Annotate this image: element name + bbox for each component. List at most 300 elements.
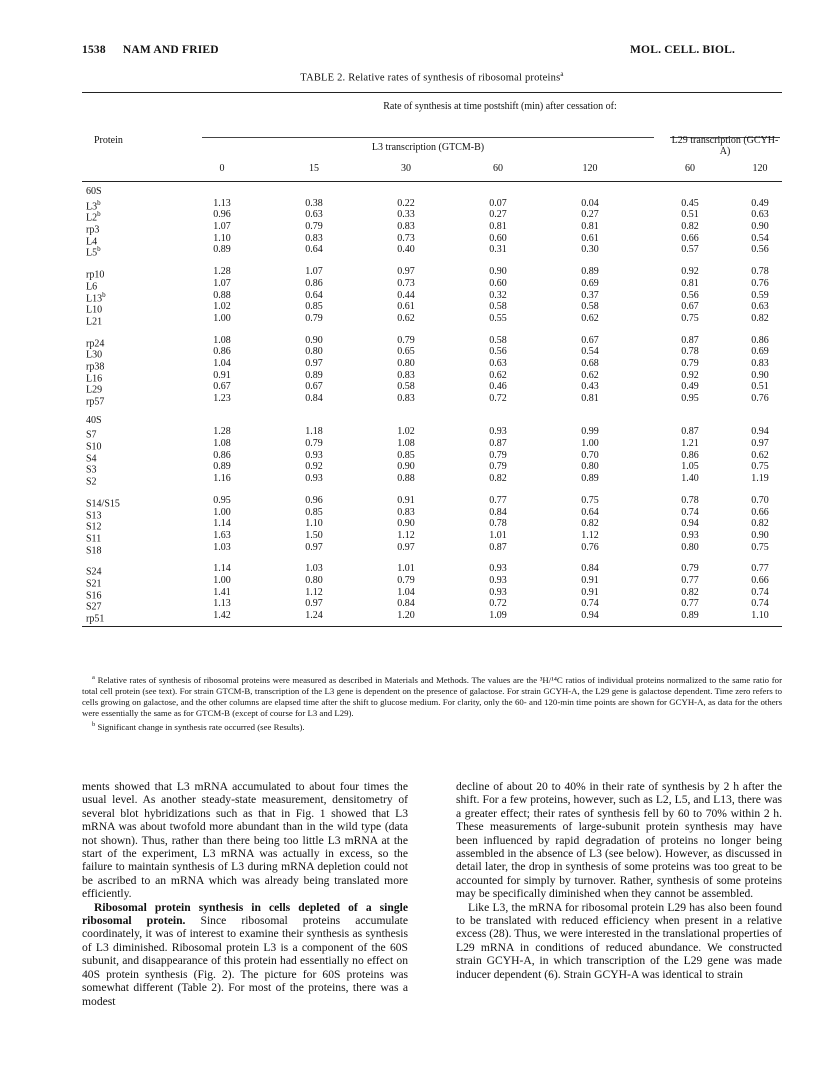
table-cell: 0.62: [397, 312, 415, 324]
spanner-rule-a: [202, 137, 654, 138]
table-cell: 0.77: [751, 563, 769, 575]
table-cell: 0.85: [397, 449, 415, 461]
protein-name-text: S3: [86, 464, 97, 476]
table-cell: 0.76: [751, 277, 769, 289]
footnote-marker: b: [102, 290, 106, 299]
table-cell: 0.27: [581, 209, 599, 221]
table-cell: 0.90: [751, 529, 769, 541]
table-cell: 0.57: [681, 244, 699, 256]
table-cell: 0.58: [489, 334, 507, 346]
table-cell: 0.89: [581, 473, 599, 485]
table-cell: 0.58: [397, 381, 415, 393]
table-cell: 0.67: [305, 381, 323, 393]
table-cell: 1.16: [213, 473, 231, 485]
table-cell: 1.00: [213, 312, 231, 324]
table-cell: 0.87: [489, 438, 507, 450]
protein-name-text: S4: [86, 453, 97, 465]
table-cell: 1.13: [213, 197, 231, 209]
table-cell: 0.38: [305, 197, 323, 209]
col-header: 120: [752, 163, 768, 174]
table-cell: 0.87: [681, 426, 699, 438]
col-header: 0: [219, 163, 225, 174]
table-cell: 0.56: [681, 289, 699, 301]
table-cell: 1.23: [213, 393, 231, 404]
table-cell: 1.01: [489, 529, 507, 541]
protein-name-text: rp24: [86, 337, 105, 349]
table-cell: 0.81: [681, 277, 699, 289]
protein-name: [86, 473, 97, 488]
table-cell: 0.86: [751, 334, 769, 346]
protein-name-text: S14/S15: [86, 498, 120, 510]
table-cell: 0.92: [681, 369, 699, 381]
table-cell: 0.72: [489, 393, 507, 404]
table-cell: 0.97: [305, 598, 323, 610]
table-cell: 0.68: [581, 357, 599, 369]
table-cell: 0.87: [489, 541, 507, 553]
table-cell: 0.79: [397, 334, 415, 346]
table-cell: 0.54: [751, 232, 769, 244]
table-cell: 0.82: [681, 221, 699, 233]
table-row: [82, 574, 782, 590]
protein-name-text: L5: [86, 247, 98, 259]
table-row: [82, 209, 782, 224]
table-cell: 0.80: [581, 461, 599, 473]
col-header: 15: [309, 163, 319, 174]
table-row: [82, 197, 782, 213]
table-cell: 0.79: [305, 312, 323, 324]
table-cell: 0.73: [397, 277, 415, 289]
table-cell: 0.85: [305, 506, 323, 518]
table-cell: 0.32: [489, 289, 507, 301]
table-cell: 0.70: [751, 494, 769, 506]
table-cell: 0.90: [397, 518, 415, 530]
protein-column-header: Protein: [94, 135, 123, 146]
table-cell: 0.63: [305, 209, 323, 221]
table-cell: 1.10: [751, 610, 769, 621]
table-cell: 1.09: [489, 610, 507, 621]
table-row: [82, 357, 782, 373]
table-cell: 0.07: [489, 197, 507, 209]
table-cell: 1.14: [213, 563, 231, 575]
table-cell: 0.74: [581, 598, 599, 610]
table-row: [82, 461, 782, 476]
table-cell: 0.27: [489, 209, 507, 221]
table-cell: 1.10: [305, 518, 323, 530]
table-cell: 0.79: [397, 574, 415, 586]
table-cell: 0.40: [397, 244, 415, 256]
col-header: 30: [401, 163, 411, 174]
table-cell: 0.83: [305, 232, 323, 244]
table-cell: 0.43: [581, 381, 599, 393]
table-cell: 1.01: [397, 563, 415, 575]
table-cell: 0.59: [751, 289, 769, 301]
table-cell: 0.84: [489, 506, 507, 518]
section-label: 60S: [86, 186, 102, 197]
table-cell: 0.79: [681, 357, 699, 369]
footnote-a-marker: a: [92, 674, 95, 681]
table-cell: 1.03: [305, 563, 323, 575]
table-cell: 0.63: [751, 209, 769, 221]
protein-name-text: L16: [86, 372, 103, 384]
body-column-left: [82, 780, 408, 1008]
table-cell: 0.91: [213, 369, 231, 381]
protein-name-text: S7: [86, 429, 97, 441]
table-row: [82, 277, 782, 293]
table-cell: 0.86: [213, 449, 231, 461]
page-number: 1538: [82, 44, 106, 56]
table-cell: 0.61: [397, 301, 415, 313]
table-cell: 0.78: [751, 266, 769, 278]
protein-name-text: L10: [86, 304, 103, 316]
protein-name-text: L3: [86, 201, 98, 213]
table-cell: 0.83: [751, 357, 769, 369]
protein-name-text: L4: [86, 236, 98, 248]
table-cell: 0.75: [581, 494, 599, 506]
protein-name-text: S21: [86, 578, 102, 590]
table-cell: 0.82: [751, 518, 769, 530]
table-cell: 0.74: [681, 506, 699, 518]
table-cell: 1.12: [305, 586, 323, 598]
table-cell: 0.66: [681, 232, 699, 244]
table-cell: 0.89: [305, 369, 323, 381]
table-row: [82, 494, 782, 510]
table-cell: 0.79: [681, 563, 699, 575]
protein-name-text: rp3: [86, 224, 100, 236]
table-row: [82, 393, 782, 408]
table-cell: 0.95: [681, 393, 699, 404]
table-cell: 1.12: [581, 529, 599, 541]
table-cell: 0.79: [489, 461, 507, 473]
paragraph: ments showed that L3 mRNA accumulated to about four times the usual level. As another steady-state measurement, densitometry of several blot hybridizations such as that in Fig. 1 showed that L3 mRNA was about twofold more abundant than in the wild type (data not shown). Thus, rather than there being too little L3 mRNA at the start of the experiment, L3 mRNA was actually in excess, so the failure to maintain synthesis of L3 during mRNA depletion could not be ascribed to an mRNA which was already being translated more efficiently.: [82, 780, 408, 901]
table-cell: 0.44: [397, 289, 415, 301]
protein-name-text: L13: [86, 292, 103, 304]
authors: NAM AND FRIED: [122, 44, 219, 56]
table-cell: 0.78: [489, 518, 507, 530]
protein-name-text: rp10: [86, 269, 105, 281]
table-cell: 1.14: [213, 518, 231, 530]
footnote-b: [82, 719, 782, 733]
table-cell: 0.78: [681, 346, 699, 358]
table-cell: 0.90: [751, 221, 769, 233]
table-cell: 0.67: [213, 381, 231, 393]
table-cell: 0.67: [581, 334, 599, 346]
group-header-l3: L3 transcription (GTCM-B): [371, 142, 485, 153]
footnote-marker: b: [97, 245, 101, 254]
table-row: [82, 381, 782, 396]
table-cell: 0.75: [681, 312, 699, 324]
table-cell: 0.88: [397, 473, 415, 485]
table-cell: 0.55: [489, 312, 507, 324]
group-header-l29: L29 transcription (GCYH-A): [671, 135, 779, 157]
table-cell: 0.60: [489, 232, 507, 244]
table-cell: 0.84: [581, 563, 599, 575]
table-cell: 0.94: [581, 610, 599, 621]
table-cell: 0.82: [489, 473, 507, 485]
table-cell: 1.20: [397, 610, 415, 621]
table-cell: 0.91: [581, 574, 599, 586]
table-row: [82, 301, 782, 316]
table-cell: 0.66: [751, 506, 769, 518]
table-cell: 1.05: [681, 461, 699, 473]
table-cell: 1.41: [213, 586, 231, 598]
protein-name-text: S12: [86, 521, 102, 533]
col-header: 60: [685, 163, 695, 174]
table-cell: 0.49: [681, 381, 699, 393]
table-cell: 0.85: [305, 301, 323, 313]
table-cell: 0.63: [751, 301, 769, 313]
paragraph: Like L3, the mRNA for ribosomal protein L29 has also been found to be translated with reduced efficiency when present in a relative excess (28). Thus, we were interested in the translational properties of L29 mRNA in conditions of reduced abundance. We constructed strain GCYH-A, in which transcription of the L29 gene was made inducer dependent (6). Strain GCYH-A was identical to strain: [456, 900, 782, 981]
section-label-row: [82, 186, 782, 198]
rate-spanner-header: Rate of synthesis at time postshift (min) after cessation of:: [383, 101, 617, 112]
table-cell: 1.42: [213, 610, 231, 621]
table-cell: 0.97: [397, 266, 415, 278]
table-cell: 0.89: [681, 610, 699, 621]
protein-name-text: S10: [86, 441, 102, 453]
section-label: 40S: [86, 414, 102, 426]
table-cell: 1.00: [213, 574, 231, 586]
table-cell: 1.00: [213, 506, 231, 518]
table-cell: 0.93: [489, 563, 507, 575]
col-header: 120: [582, 163, 598, 174]
running-header-left: [82, 44, 233, 56]
footnote-marker: b: [97, 198, 101, 207]
protein-name: [86, 610, 104, 625]
table-caption-text: TABLE 2. Relative rates of synthesis of ribosomal proteins: [300, 72, 561, 84]
footnote-b-marker: b: [92, 720, 96, 728]
table-cell: 0.81: [581, 393, 599, 404]
table-cell: 0.82: [581, 518, 599, 530]
table-cell: 1.07: [305, 266, 323, 278]
table-cell: 0.86: [681, 449, 699, 461]
table-cell: 0.75: [751, 461, 769, 473]
table-cell: 1.19: [751, 473, 769, 485]
table-row: [82, 335, 782, 347]
paragraph: [82, 901, 408, 1008]
table-cell: 1.18: [305, 426, 323, 438]
table-cell: 1.00: [581, 438, 599, 450]
table-cell: 0.49: [751, 197, 769, 209]
table-cell: 0.81: [581, 221, 599, 233]
table-cell: 0.81: [489, 221, 507, 233]
table-row: [82, 542, 782, 554]
protein-name: [86, 542, 102, 557]
table-cell: 0.74: [751, 598, 769, 610]
table-cell: 0.45: [681, 197, 699, 209]
table-cell: 0.63: [489, 357, 507, 369]
table-cell: 1.10: [213, 232, 231, 244]
table-row: [82, 563, 782, 578]
table-cell: 1.08: [397, 438, 415, 450]
table-cell: 1.03: [213, 541, 231, 553]
table-cell: 1.08: [213, 438, 231, 450]
table-cell: 0.93: [489, 426, 507, 438]
protein-name-text: rp51: [86, 613, 105, 625]
table-cell: 0.62: [581, 369, 599, 381]
table-cell: 0.64: [305, 289, 323, 301]
table-row: [82, 266, 782, 281]
table-cell: 0.97: [305, 541, 323, 553]
table-cell: 0.93: [305, 473, 323, 485]
table-cell: 1.50: [305, 529, 323, 541]
table-cell: 0.86: [213, 346, 231, 358]
table-row: [82, 473, 782, 488]
protein-name-text: L2: [86, 212, 98, 224]
section-heading: Ribosomal protein synthesis in cells depleted of a single ribosomal protein.: [82, 900, 408, 928]
table-cell: 0.78: [681, 494, 699, 506]
protein-name-text: S11: [86, 533, 102, 545]
table-row: [82, 587, 782, 599]
table-row: [82, 426, 782, 441]
table-cell: 0.69: [581, 277, 599, 289]
table-cell: 0.94: [751, 426, 769, 438]
table-cell: 0.80: [681, 541, 699, 553]
table-cell: 0.75: [751, 541, 769, 553]
table-cell: 1.13: [213, 598, 231, 610]
protein-name: [86, 313, 102, 328]
table-cell: 0.04: [581, 197, 599, 209]
table-cell: 0.90: [397, 461, 415, 473]
table-cell: 0.83: [397, 506, 415, 518]
table-cell: 0.79: [305, 438, 323, 450]
footnote-a: [82, 672, 782, 719]
table-cell: 1.07: [213, 277, 231, 289]
table-row: [82, 244, 782, 259]
body-column-right: [456, 780, 782, 981]
table-cell: 0.80: [397, 357, 415, 369]
table-cell: 0.77: [489, 494, 507, 506]
table-row: [82, 232, 782, 248]
table-cell: 0.87: [681, 334, 699, 346]
table-cell: 1.02: [397, 426, 415, 438]
table-cell: 0.72: [489, 598, 507, 610]
table-cell: 0.58: [489, 301, 507, 313]
table-cell: 1.12: [397, 529, 415, 541]
table-cell: 0.61: [581, 232, 599, 244]
table-cell: 0.94: [681, 518, 699, 530]
footnote-b-text: Significant change in synthesis rate occurred (see Results).: [97, 721, 305, 732]
table-cell: 0.93: [489, 586, 507, 598]
table-cell: 1.04: [213, 357, 231, 369]
table-cell: 1.28: [213, 266, 231, 278]
table-cell: 1.04: [397, 586, 415, 598]
table-row: [82, 518, 782, 533]
table-row: [82, 449, 782, 465]
table-cell: 0.79: [489, 449, 507, 461]
protein-name: [86, 393, 104, 408]
table-cell: 1.21: [681, 438, 699, 450]
table-caption: [82, 70, 782, 84]
table-cell: 0.56: [489, 346, 507, 358]
table-cell: 0.80: [305, 574, 323, 586]
table-cell: 0.76: [751, 393, 769, 404]
table-cell: 0.89: [581, 266, 599, 278]
table-footnotes: [82, 672, 782, 733]
table-cell: 0.93: [681, 529, 699, 541]
table-cell: 0.62: [489, 369, 507, 381]
table-cell: 0.83: [397, 393, 415, 404]
table-cell: 0.51: [681, 209, 699, 221]
table-cell: 0.69: [751, 346, 769, 358]
table-cell: 0.86: [305, 277, 323, 289]
journal-name: MOL. CELL. BIOL.: [630, 44, 736, 56]
protein-name-text: rp38: [86, 361, 105, 373]
table-cell: 0.96: [305, 494, 323, 506]
protein-name-text: S18: [86, 544, 102, 556]
data-table: [82, 92, 782, 627]
protein-name: [86, 244, 101, 259]
table-cell: 1.63: [213, 529, 231, 541]
table-cell: 0.76: [581, 541, 599, 553]
table-cell: 0.91: [397, 494, 415, 506]
table-row: [82, 598, 782, 613]
table-cell: 0.30: [581, 244, 599, 256]
table-cell: 0.99: [581, 426, 599, 438]
table-cell: 0.33: [397, 209, 415, 221]
table-row: [82, 221, 782, 236]
table-cell: 0.97: [751, 438, 769, 450]
table-cell: 0.54: [581, 346, 599, 358]
table-cell: 0.51: [751, 381, 769, 393]
footnote-marker: b: [97, 210, 101, 219]
table-cell: 0.58: [581, 301, 599, 313]
protein-name-text: L29: [86, 384, 103, 396]
table-cell: 1.08: [213, 334, 231, 346]
table-cell: 1.24: [305, 610, 323, 621]
table-cell: 0.84: [305, 393, 323, 404]
table-cell: 0.22: [397, 197, 415, 209]
paragraph: decline of about 20 to 40% in their rate of synthesis by 2 h after the shift. For a few proteins, however, such as L2, L5, and L13, there was a greater effect; their rates of synthesis fell by 60 to 70% within 2 h. These measurements of large-subunit protein synthesis may have been influenced by rapid degradation of proteins no longer being assembled in the absence of L3 (see below). However, as discussed in detail later, the drop in synthesis of some proteins was too great to be accounted for simply by turnover. Rather, synthesis of some proteins may be specifically diminished when they cannot be assembled.: [456, 780, 782, 901]
table-cell: 0.92: [681, 266, 699, 278]
table-cell: 0.95: [213, 494, 231, 506]
protein-name-text: L21: [86, 316, 103, 328]
table-row: [82, 438, 782, 453]
table-cell: 0.70: [581, 449, 599, 461]
table-cell: 1.28: [213, 426, 231, 438]
table-cell: 0.90: [305, 334, 323, 346]
table-cell: 0.62: [581, 312, 599, 324]
table-cell: 0.64: [581, 506, 599, 518]
table-body: [82, 182, 782, 626]
table-row: [82, 529, 782, 545]
table-cell: 0.89: [213, 244, 231, 256]
table-cell: 0.93: [305, 449, 323, 461]
table-cell: 1.02: [213, 301, 231, 313]
table-row: [82, 610, 782, 625]
table-row: [82, 507, 782, 519]
table-cell: 0.91: [581, 586, 599, 598]
protein-name-text: S27: [86, 601, 102, 613]
table-row: [82, 290, 782, 302]
section-label-row: [82, 415, 782, 427]
table-cell: 0.82: [681, 586, 699, 598]
table-cell: 0.97: [305, 357, 323, 369]
table-cell: 0.88: [213, 289, 231, 301]
table-cell: 0.37: [581, 289, 599, 301]
table-cell: 1.07: [213, 221, 231, 233]
table-cell: 0.65: [397, 346, 415, 358]
table-cell: 0.31: [489, 244, 507, 256]
table-cell: 0.46: [489, 381, 507, 393]
protein-name-text: S2: [86, 476, 97, 488]
table-cell: 0.62: [751, 449, 769, 461]
col-header: 60: [493, 163, 503, 174]
table-cell: 0.97: [397, 541, 415, 553]
table-cell: 0.92: [305, 461, 323, 473]
table-cell: 0.64: [305, 244, 323, 256]
table-cell: 0.74: [751, 586, 769, 598]
table-cell: 0.82: [751, 312, 769, 324]
table-header: [82, 93, 782, 182]
